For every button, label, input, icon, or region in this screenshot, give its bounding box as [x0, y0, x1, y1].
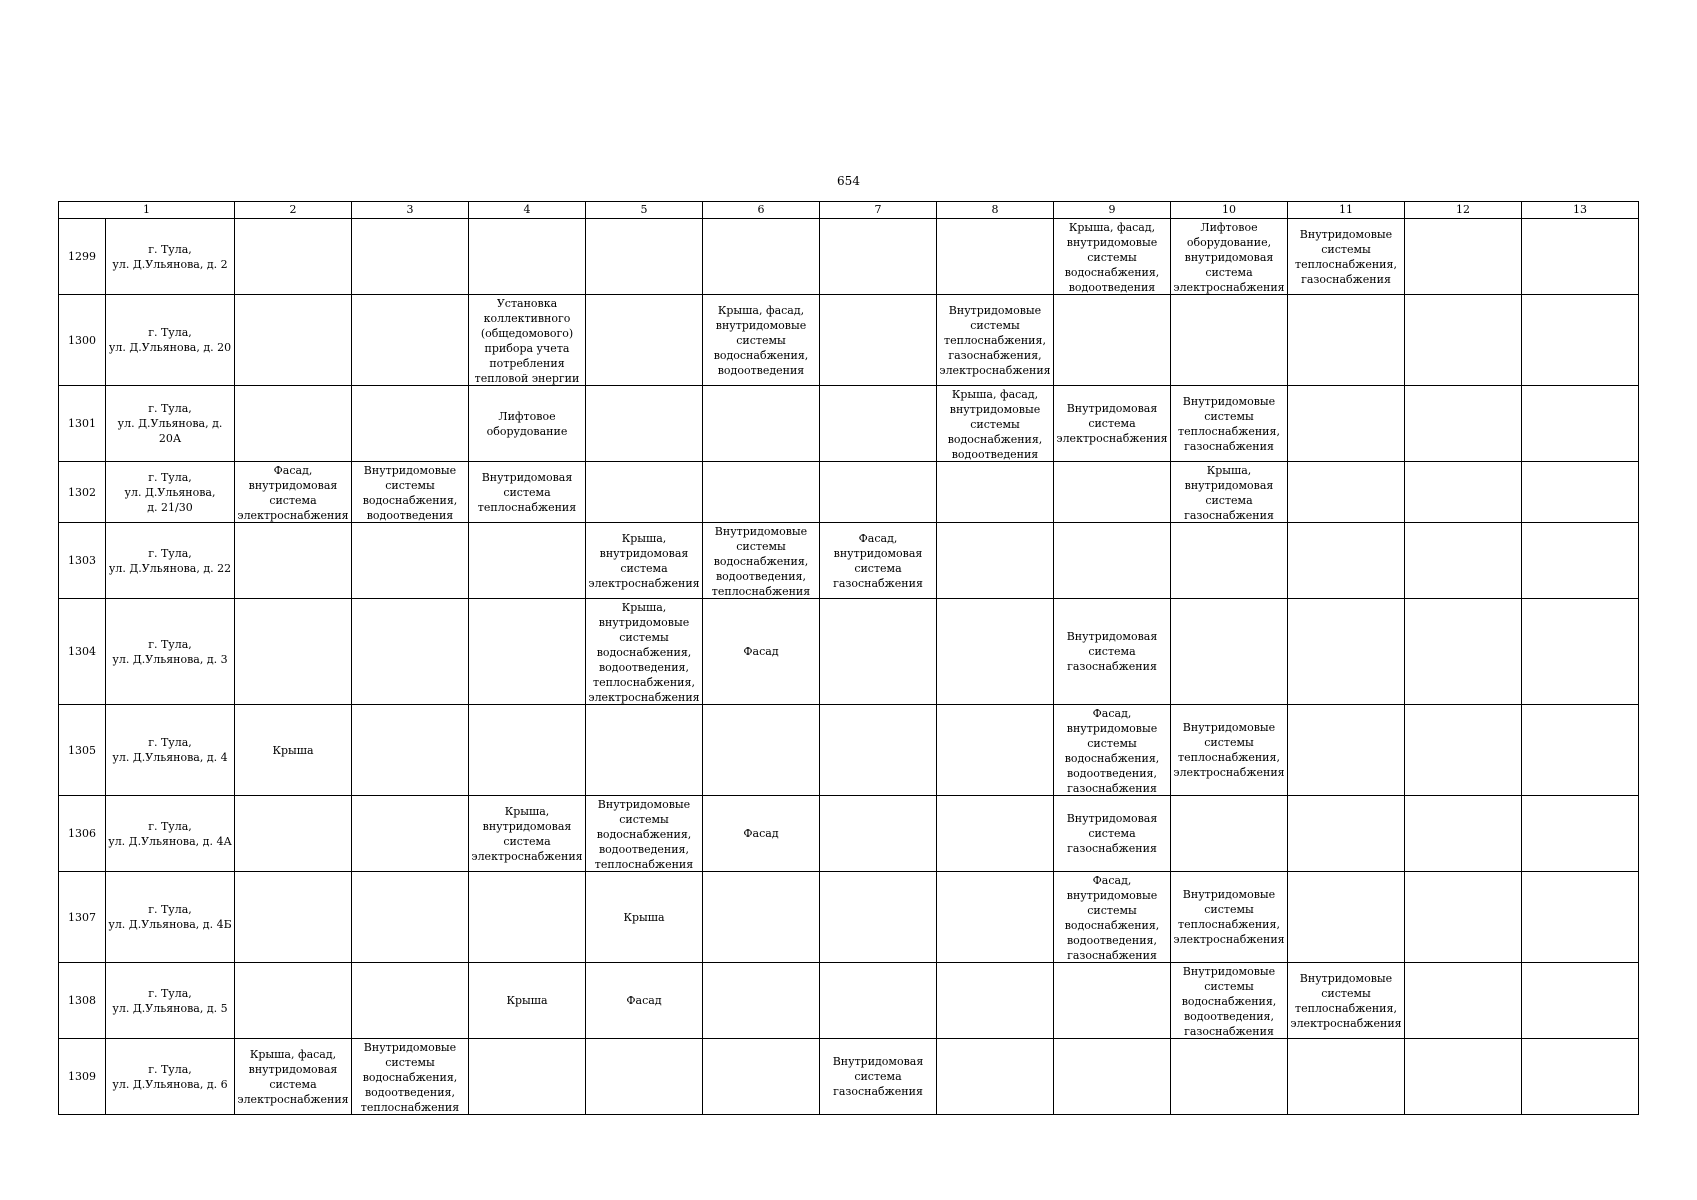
work-cell [1171, 462, 1288, 523]
work-cell [820, 705, 937, 796]
work-cell [352, 796, 469, 872]
work-text: Внутридомовая система газоснабжения [1066, 812, 1158, 855]
work-text: Внутридомовые системы водоснабжения, водоотведения, теплоснабжения [594, 797, 694, 871]
work-cell [469, 523, 586, 599]
table-row [59, 462, 1639, 523]
work-cell [235, 386, 352, 462]
work-cell [1405, 523, 1522, 599]
work-text: Фасад, внутридомовые системы водоснабжения, водоотведения, газоснабжения [1064, 873, 1160, 962]
work-cell [352, 599, 469, 705]
work-cell [1288, 219, 1405, 295]
table-row [59, 295, 1639, 386]
work-text: Крыша [272, 743, 314, 757]
work-cell [1171, 599, 1288, 705]
work-text: Фасад [743, 827, 779, 840]
work-cell [352, 295, 469, 386]
row-number: 1306 [59, 796, 106, 872]
work-cell [1288, 523, 1405, 599]
work-cell [586, 1039, 703, 1115]
work-cell [1288, 295, 1405, 386]
column-header: 2 [235, 202, 352, 219]
work-text: Внутридомовая система теплоснабжения [477, 470, 577, 514]
work-cell [820, 295, 937, 386]
row-number: 1309 [59, 1039, 106, 1115]
address-text: г. Тула, ул. Д.Ульянова, д. 5 [112, 986, 228, 1015]
page-number: 654 [837, 174, 860, 188]
column-header: 10 [1171, 202, 1288, 219]
work-cell [586, 872, 703, 963]
work-cell [1522, 386, 1639, 462]
address-text: г. Тула, ул. Д.Ульянова, д. 20 [108, 326, 232, 354]
work-cell [1054, 599, 1171, 705]
column-header: 4 [469, 202, 586, 219]
work-cell [469, 295, 586, 386]
work-cell [586, 219, 703, 295]
work-cell [1054, 295, 1171, 386]
work-text: Внутридомовая система газоснабжения [1066, 630, 1158, 673]
address-cell [106, 872, 235, 963]
repair-schedule-table [58, 201, 1639, 1115]
work-cell [586, 295, 703, 386]
work-cell [1171, 295, 1288, 386]
work-text: Внутридомовые системы теплоснабжения, электроснабжения [1173, 721, 1285, 779]
address-cell [106, 219, 235, 295]
work-cell [235, 963, 352, 1039]
work-cell [1054, 462, 1171, 523]
row-number: 1303 [59, 523, 106, 599]
work-cell [1054, 219, 1171, 295]
work-cell [1405, 796, 1522, 872]
work-cell [703, 462, 820, 523]
row-number: 1304 [59, 599, 106, 705]
column-header: 8 [937, 202, 1054, 219]
work-cell [235, 295, 352, 386]
work-cell [937, 219, 1054, 295]
work-cell [937, 963, 1054, 1039]
work-text: Фасад, внутридомовые системы водоснабжения, водоотведения, газоснабжения [1064, 706, 1160, 795]
address-cell [106, 1039, 235, 1115]
work-cell [937, 599, 1054, 705]
work-cell [1288, 705, 1405, 796]
work-cell [235, 796, 352, 872]
work-text: Внутридомовые системы теплоснабжения, электроснабжения [1290, 971, 1402, 1030]
work-text: Крыша, фасад, внутридомовые системы водоснабжения, водоотведения [713, 303, 809, 377]
work-cell [352, 523, 469, 599]
table-row [59, 523, 1639, 599]
work-cell [1522, 963, 1639, 1039]
work-text: Внутридомовые системы теплоснабжения, электроснабжения [1173, 888, 1285, 946]
column-header: 9 [1054, 202, 1171, 219]
work-text: Фасад [743, 645, 779, 658]
work-cell [1522, 219, 1639, 295]
work-cell [352, 705, 469, 796]
column-header: 1 [59, 202, 235, 219]
work-cell [1288, 599, 1405, 705]
work-cell [1288, 462, 1405, 523]
row-number: 1300 [59, 295, 106, 386]
work-cell [937, 1039, 1054, 1115]
address-text: г. Тула, ул. Д.Ульянова, д. 4А [108, 819, 232, 848]
work-cell [1405, 219, 1522, 295]
address-cell [106, 963, 235, 1039]
work-text: Внутридомовые системы водоснабжения, водоотведения, теплоснабжения [360, 1040, 460, 1114]
address-text: г. Тула, ул. Д.Ульянова, д. 6 [112, 1062, 228, 1091]
work-cell [820, 796, 937, 872]
work-text: Внутридомовые системы водоснабжения, водоотведения [362, 463, 458, 522]
work-cell [820, 599, 937, 705]
row-number: 1308 [59, 963, 106, 1039]
column-header: 13 [1522, 202, 1639, 219]
work-cell [469, 219, 586, 295]
work-cell [469, 963, 586, 1039]
table-row [59, 963, 1639, 1039]
address-text: г. Тула, ул. Д.Ульянова, д. 4 [112, 736, 228, 764]
work-cell [1171, 796, 1288, 872]
work-cell [1054, 963, 1171, 1039]
work-cell [1522, 796, 1639, 872]
work-cell [1522, 705, 1639, 796]
work-text: Внутридомовая система газоснабжения [832, 1055, 924, 1098]
work-cell [586, 599, 703, 705]
work-cell [703, 705, 820, 796]
work-cell [352, 386, 469, 462]
work-cell [703, 599, 820, 705]
work-cell [1171, 523, 1288, 599]
work-cell [1405, 872, 1522, 963]
work-cell [1054, 1039, 1171, 1115]
work-cell [469, 872, 586, 963]
work-text: Фасад, внутридомовая система газоснабжения [833, 531, 923, 590]
work-cell [469, 1039, 586, 1115]
work-cell [703, 523, 820, 599]
work-cell [586, 705, 703, 796]
table-row [59, 599, 1639, 705]
work-cell [1288, 872, 1405, 963]
work-cell [1288, 796, 1405, 872]
work-cell [469, 705, 586, 796]
work-cell [937, 796, 1054, 872]
work-cell [1171, 705, 1288, 796]
work-cell [937, 523, 1054, 599]
work-cell [1288, 1039, 1405, 1115]
work-cell [1288, 386, 1405, 462]
work-text: Крыша [623, 910, 665, 924]
column-header: 7 [820, 202, 937, 219]
work-text: Крыша, фасад, внутридомовые системы водоснабжения, водоотведения [1064, 220, 1160, 294]
work-cell [703, 963, 820, 1039]
work-cell [1405, 295, 1522, 386]
work-cell [703, 386, 820, 462]
work-cell [1288, 963, 1405, 1039]
work-text: Крыша [506, 994, 548, 1007]
work-cell [937, 295, 1054, 386]
work-text: Лифтовое оборудование [486, 409, 568, 438]
work-text: Внутридомовая система электроснабжения [1056, 402, 1168, 445]
work-cell [235, 462, 352, 523]
work-text: Установка коллективного (общедомового) прибора учета потребления тепловой энергии [474, 296, 580, 385]
work-text: Крыша, внутридомовая система электроснабжения [588, 531, 700, 590]
row-number: 1305 [59, 705, 106, 796]
work-cell [1054, 872, 1171, 963]
work-cell [1171, 963, 1288, 1039]
work-cell [1171, 1039, 1288, 1115]
work-cell [235, 705, 352, 796]
work-cell [235, 599, 352, 705]
work-cell [352, 872, 469, 963]
work-cell [1522, 599, 1639, 705]
address-cell [106, 295, 235, 386]
address-text: г. Тула, ул. Д.Ульянова, д. 3 [112, 637, 228, 666]
work-text: Крыша, фасад, внутридомовые системы водоснабжения, водоотведения [947, 387, 1043, 461]
work-cell [820, 219, 937, 295]
header-row [59, 202, 1639, 219]
work-cell [586, 462, 703, 523]
column-header: 12 [1405, 202, 1522, 219]
column-header: 5 [586, 202, 703, 219]
work-text: Внутридомовые системы теплоснабжения, газоснабжения [1178, 394, 1280, 453]
work-cell [1522, 1039, 1639, 1115]
table-row [59, 219, 1639, 295]
work-cell [235, 219, 352, 295]
address-text: г. Тула, ул. Д.Ульянова, д. 2 [112, 242, 228, 271]
work-cell [1054, 386, 1171, 462]
work-text: Крыша, внутридомовая система электроснабжения [471, 804, 583, 863]
row-number: 1302 [59, 462, 106, 523]
work-text: Фасад [626, 994, 662, 1007]
work-cell [703, 295, 820, 386]
work-cell [820, 523, 937, 599]
work-cell [469, 462, 586, 523]
work-cell [469, 386, 586, 462]
work-cell [1522, 295, 1639, 386]
address-text: г. Тула, ул. Д.Ульянова, д. 4Б [108, 903, 232, 931]
work-cell [1522, 523, 1639, 599]
work-text: Крыша, внутридомовая система газоснабжения [1184, 463, 1274, 522]
work-cell [1171, 386, 1288, 462]
work-cell [235, 523, 352, 599]
work-cell [1054, 705, 1171, 796]
row-number: 1299 [59, 219, 106, 295]
work-cell [235, 1039, 352, 1115]
address-cell [106, 386, 235, 462]
work-text: Крыша, фасад, внутридомовая система электроснабжения [237, 1047, 349, 1106]
work-text: Внутридомовые системы водоснабжения, водоотведения, газоснабжения [1181, 964, 1277, 1038]
address-text: г. Тула, ул. Д.Ульянова, д. 22 [108, 546, 232, 575]
column-header: 3 [352, 202, 469, 219]
table-row [59, 872, 1639, 963]
work-cell [1522, 462, 1639, 523]
address-cell [106, 523, 235, 599]
work-cell [469, 796, 586, 872]
address-cell [106, 599, 235, 705]
work-cell [820, 462, 937, 523]
work-text: Фасад, внутридомовая система электроснабжения [237, 463, 349, 522]
address-cell [106, 462, 235, 523]
work-cell [1405, 386, 1522, 462]
work-cell [352, 219, 469, 295]
work-cell [586, 523, 703, 599]
table-row [59, 796, 1639, 872]
address-cell [106, 705, 235, 796]
work-cell [1054, 523, 1171, 599]
table-row [59, 386, 1639, 462]
work-text: Лифтовое оборудование, внутридомовая система электроснабжения [1173, 220, 1285, 294]
work-cell [937, 462, 1054, 523]
work-cell [1405, 1039, 1522, 1115]
work-cell [703, 872, 820, 963]
column-header: 11 [1288, 202, 1405, 219]
row-number: 1307 [59, 872, 106, 963]
work-cell [469, 599, 586, 705]
work-cell [703, 796, 820, 872]
address-text: г. Тула, ул. Д.Ульянова, д. 21/30 [124, 470, 216, 514]
work-text: Крыша, внутридомовые системы водоснабжения, водоотведения, теплоснабжения, электроснабжения [588, 600, 700, 704]
work-cell [820, 963, 937, 1039]
work-cell [586, 963, 703, 1039]
column-header: 6 [703, 202, 820, 219]
work-cell [820, 872, 937, 963]
work-text: Внутридомовые системы водоснабжения, водоотведения, теплоснабжения [711, 524, 811, 598]
address-text: г. Тула, ул. Д.Ульянова, д. 20А [117, 402, 223, 445]
table-row [59, 1039, 1639, 1115]
work-cell [937, 386, 1054, 462]
address-cell [106, 796, 235, 872]
work-text: Внутридомовые системы теплоснабжения, газоснабжения [1295, 227, 1397, 286]
work-cell [1522, 872, 1639, 963]
work-cell [820, 1039, 937, 1115]
work-cell [235, 872, 352, 963]
work-cell [703, 219, 820, 295]
work-cell [937, 872, 1054, 963]
row-number: 1301 [59, 386, 106, 462]
work-cell [352, 1039, 469, 1115]
work-cell [937, 705, 1054, 796]
work-text: Внутридомовые системы теплоснабжения, газоснабжения, электроснабжения [939, 303, 1051, 377]
work-cell [1405, 963, 1522, 1039]
work-cell [1405, 599, 1522, 705]
work-cell [1171, 872, 1288, 963]
work-cell [703, 1039, 820, 1115]
work-cell [352, 462, 469, 523]
work-cell [1405, 705, 1522, 796]
work-cell [1171, 219, 1288, 295]
work-cell [820, 386, 937, 462]
table-row [59, 705, 1639, 796]
work-cell [586, 796, 703, 872]
work-cell [586, 386, 703, 462]
work-cell [1405, 462, 1522, 523]
work-cell [1054, 796, 1171, 872]
work-cell [352, 963, 469, 1039]
